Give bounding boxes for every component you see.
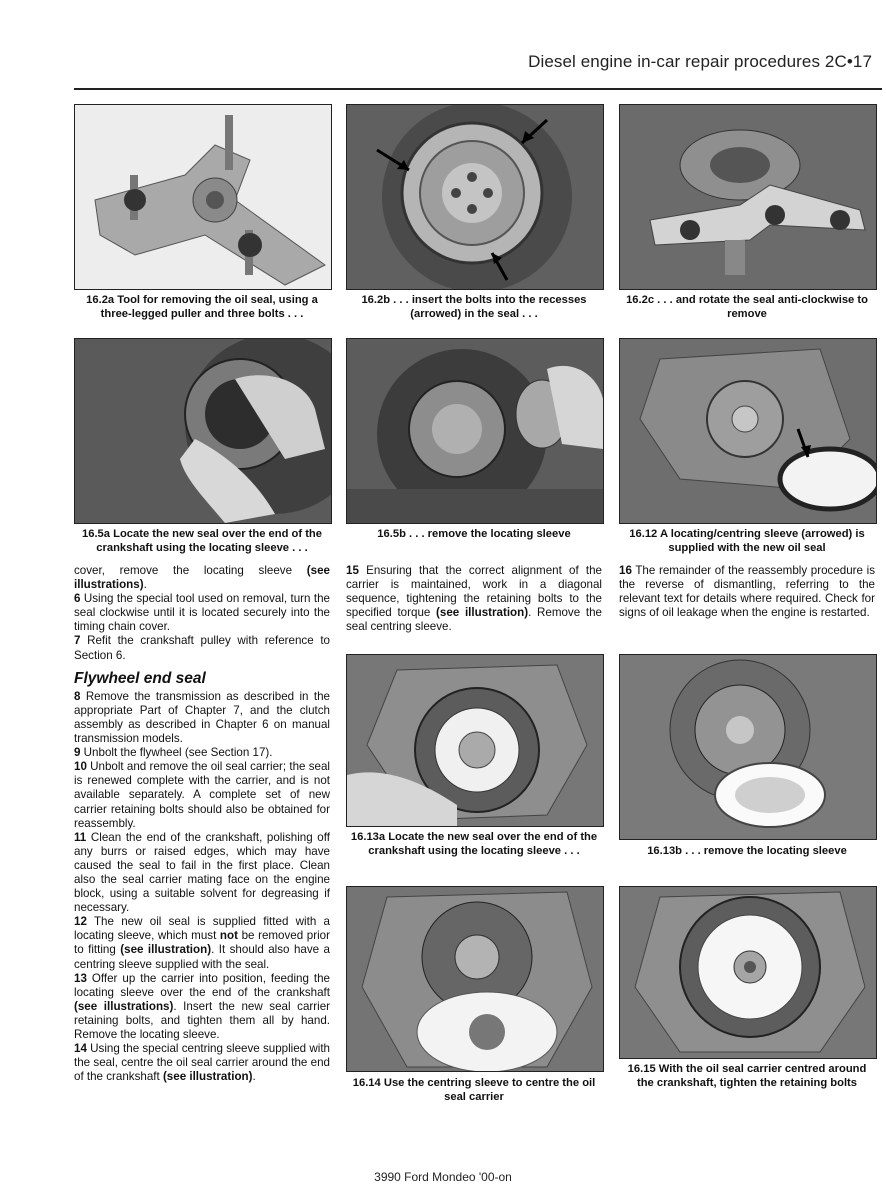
caption-label: 16.14	[352, 1077, 381, 1089]
caption-16-13b	[619, 844, 875, 858]
caption-label: 16.2c	[626, 294, 655, 306]
paragraph-15: 15 Ensuring that the correct alignment of the carrier is maintained, work in a diagonal sequence, tightening the retaining bolts to the specified torque (see illustration). Remove the seal centring sleeve.	[346, 564, 602, 634]
header-rule	[74, 88, 882, 90]
caption-text: A locating/centring sleeve (arrowed) is supplied with the new oil seal	[659, 528, 865, 555]
page-footer: 3990 Ford Mondeo '00-on	[374, 1170, 512, 1184]
paragraph-continuation: cover, remove the locating sleeve (see illustrations).	[74, 564, 330, 592]
caption-text: . . . remove the locating sleeve	[409, 528, 571, 540]
caption-label: 16.12	[629, 528, 658, 540]
caption-label: 16.5a	[82, 528, 110, 540]
caption-text: . . . insert the bolts into the recesses (arrowed) in the seal . . .	[393, 294, 587, 321]
caption-text: Tool for removing the oil seal, using a three-legged puller and three bolts . . .	[100, 294, 318, 321]
caption-16-5a	[74, 527, 330, 556]
text-column-1	[74, 564, 330, 1084]
photo-16-13b	[619, 654, 877, 840]
caption-16-2b	[346, 293, 602, 322]
photo-16-2a	[74, 104, 332, 290]
text-column-2	[346, 564, 602, 634]
caption-label: 16.2a	[86, 294, 115, 306]
caption-label: 16.13b	[647, 845, 683, 857]
text-column-3	[619, 564, 875, 620]
page-header-title: Diesel engine in-car repair procedures 2C•17	[528, 52, 872, 71]
photo-16-13a	[346, 654, 604, 827]
paragraph-12: 12 The new oil seal is supplied fitted with a locating sleeve, which must not be removed prior to fitting (see illustration). It should also have a centring sleeve supplied with the seal.	[74, 915, 330, 971]
photo-16-12	[619, 338, 877, 524]
section-heading-flywheel: Flywheel end seal	[74, 669, 206, 687]
paragraph-10: 10 Unbolt and remove the oil seal carrier; the seal is renewed complete with the carrier, and is not available separately. A complete set of new carrier retaining bolts should also be obtained for reassembly.	[74, 760, 330, 830]
caption-16-15	[619, 1062, 875, 1091]
caption-text: Locate the new seal over the end of the crankshaft using the locating sleeve . . .	[368, 831, 598, 858]
caption-label: 16.13a	[350, 831, 386, 843]
photo-16-2c	[619, 104, 877, 290]
caption-text: Use the centring sleeve to centre the oil seal carrier	[383, 1077, 596, 1104]
caption-text: . . . and rotate the seal anti-clockwise to remove	[657, 294, 868, 321]
paragraph-6: 6 Using the special tool used on removal, turn the seal clockwise until it is located securely into the timing chain cover.	[74, 592, 330, 634]
caption-text: Locate the new seal over the end of the crankshaft using the locating sleeve . . .	[96, 528, 322, 555]
photo-16-2b	[346, 104, 604, 290]
caption-label: 16.5b	[377, 528, 406, 540]
paragraph-7: 7 Refit the crankshaft pulley with reference to Section 6.	[74, 634, 330, 662]
caption-text: With the oil seal carrier centred around the crankshaft, tighten the retaining bolts	[636, 1063, 867, 1090]
paragraph-8: 8 Remove the transmission as described in the appropriate Part of Chapter 7, and the clutch assembly as described in Chapter 6 on manual transmission models.	[74, 689, 330, 746]
caption-16-2a	[74, 293, 330, 322]
paragraph-16: 16 The remainder of the reassembly procedure is the reverse of dismantling, referring to the relevant text for details where required. Check for signs of oil leakage when the engine is restarted.	[619, 564, 875, 620]
caption-label: 16.15	[627, 1063, 656, 1075]
photo-16-15	[619, 886, 877, 1059]
paragraph-9: 9 Unbolt the flywheel (see Section 17).	[74, 746, 273, 760]
paragraph-11: 11 Clean the end of the crankshaft, polishing off any burrs or raised edges, which may have caused the seal to fail in the first place. Clean also the seal carrier mating face on the engine block, using a suitable solvent for degreasing if necessary.	[74, 830, 330, 915]
paragraph-14: 14 Using the special centring sleeve supplied with the seal, centre the oil seal carrier around the end of the crankshaft (see illustration).	[74, 1042, 330, 1084]
photo-16-5a	[74, 338, 332, 524]
caption-16-2c	[619, 293, 875, 322]
caption-16-13a	[346, 830, 602, 859]
caption-label: 16.2b	[361, 294, 391, 306]
caption-16-5b	[346, 527, 602, 541]
photo-16-14	[346, 886, 604, 1072]
caption-16-14	[346, 1076, 602, 1105]
paragraph-13: 13 Offer up the carrier into position, feeding the locating sleeve over the end of the crankshaft (see illustrations). Insert the new seal carrier retaining bolts, and tighten them all by hand. Remove the locating sleeve.	[74, 971, 330, 1041]
photo-16-5b	[346, 338, 604, 524]
caption-text: . . . remove the locating sleeve	[685, 845, 847, 857]
caption-16-12	[619, 527, 875, 556]
